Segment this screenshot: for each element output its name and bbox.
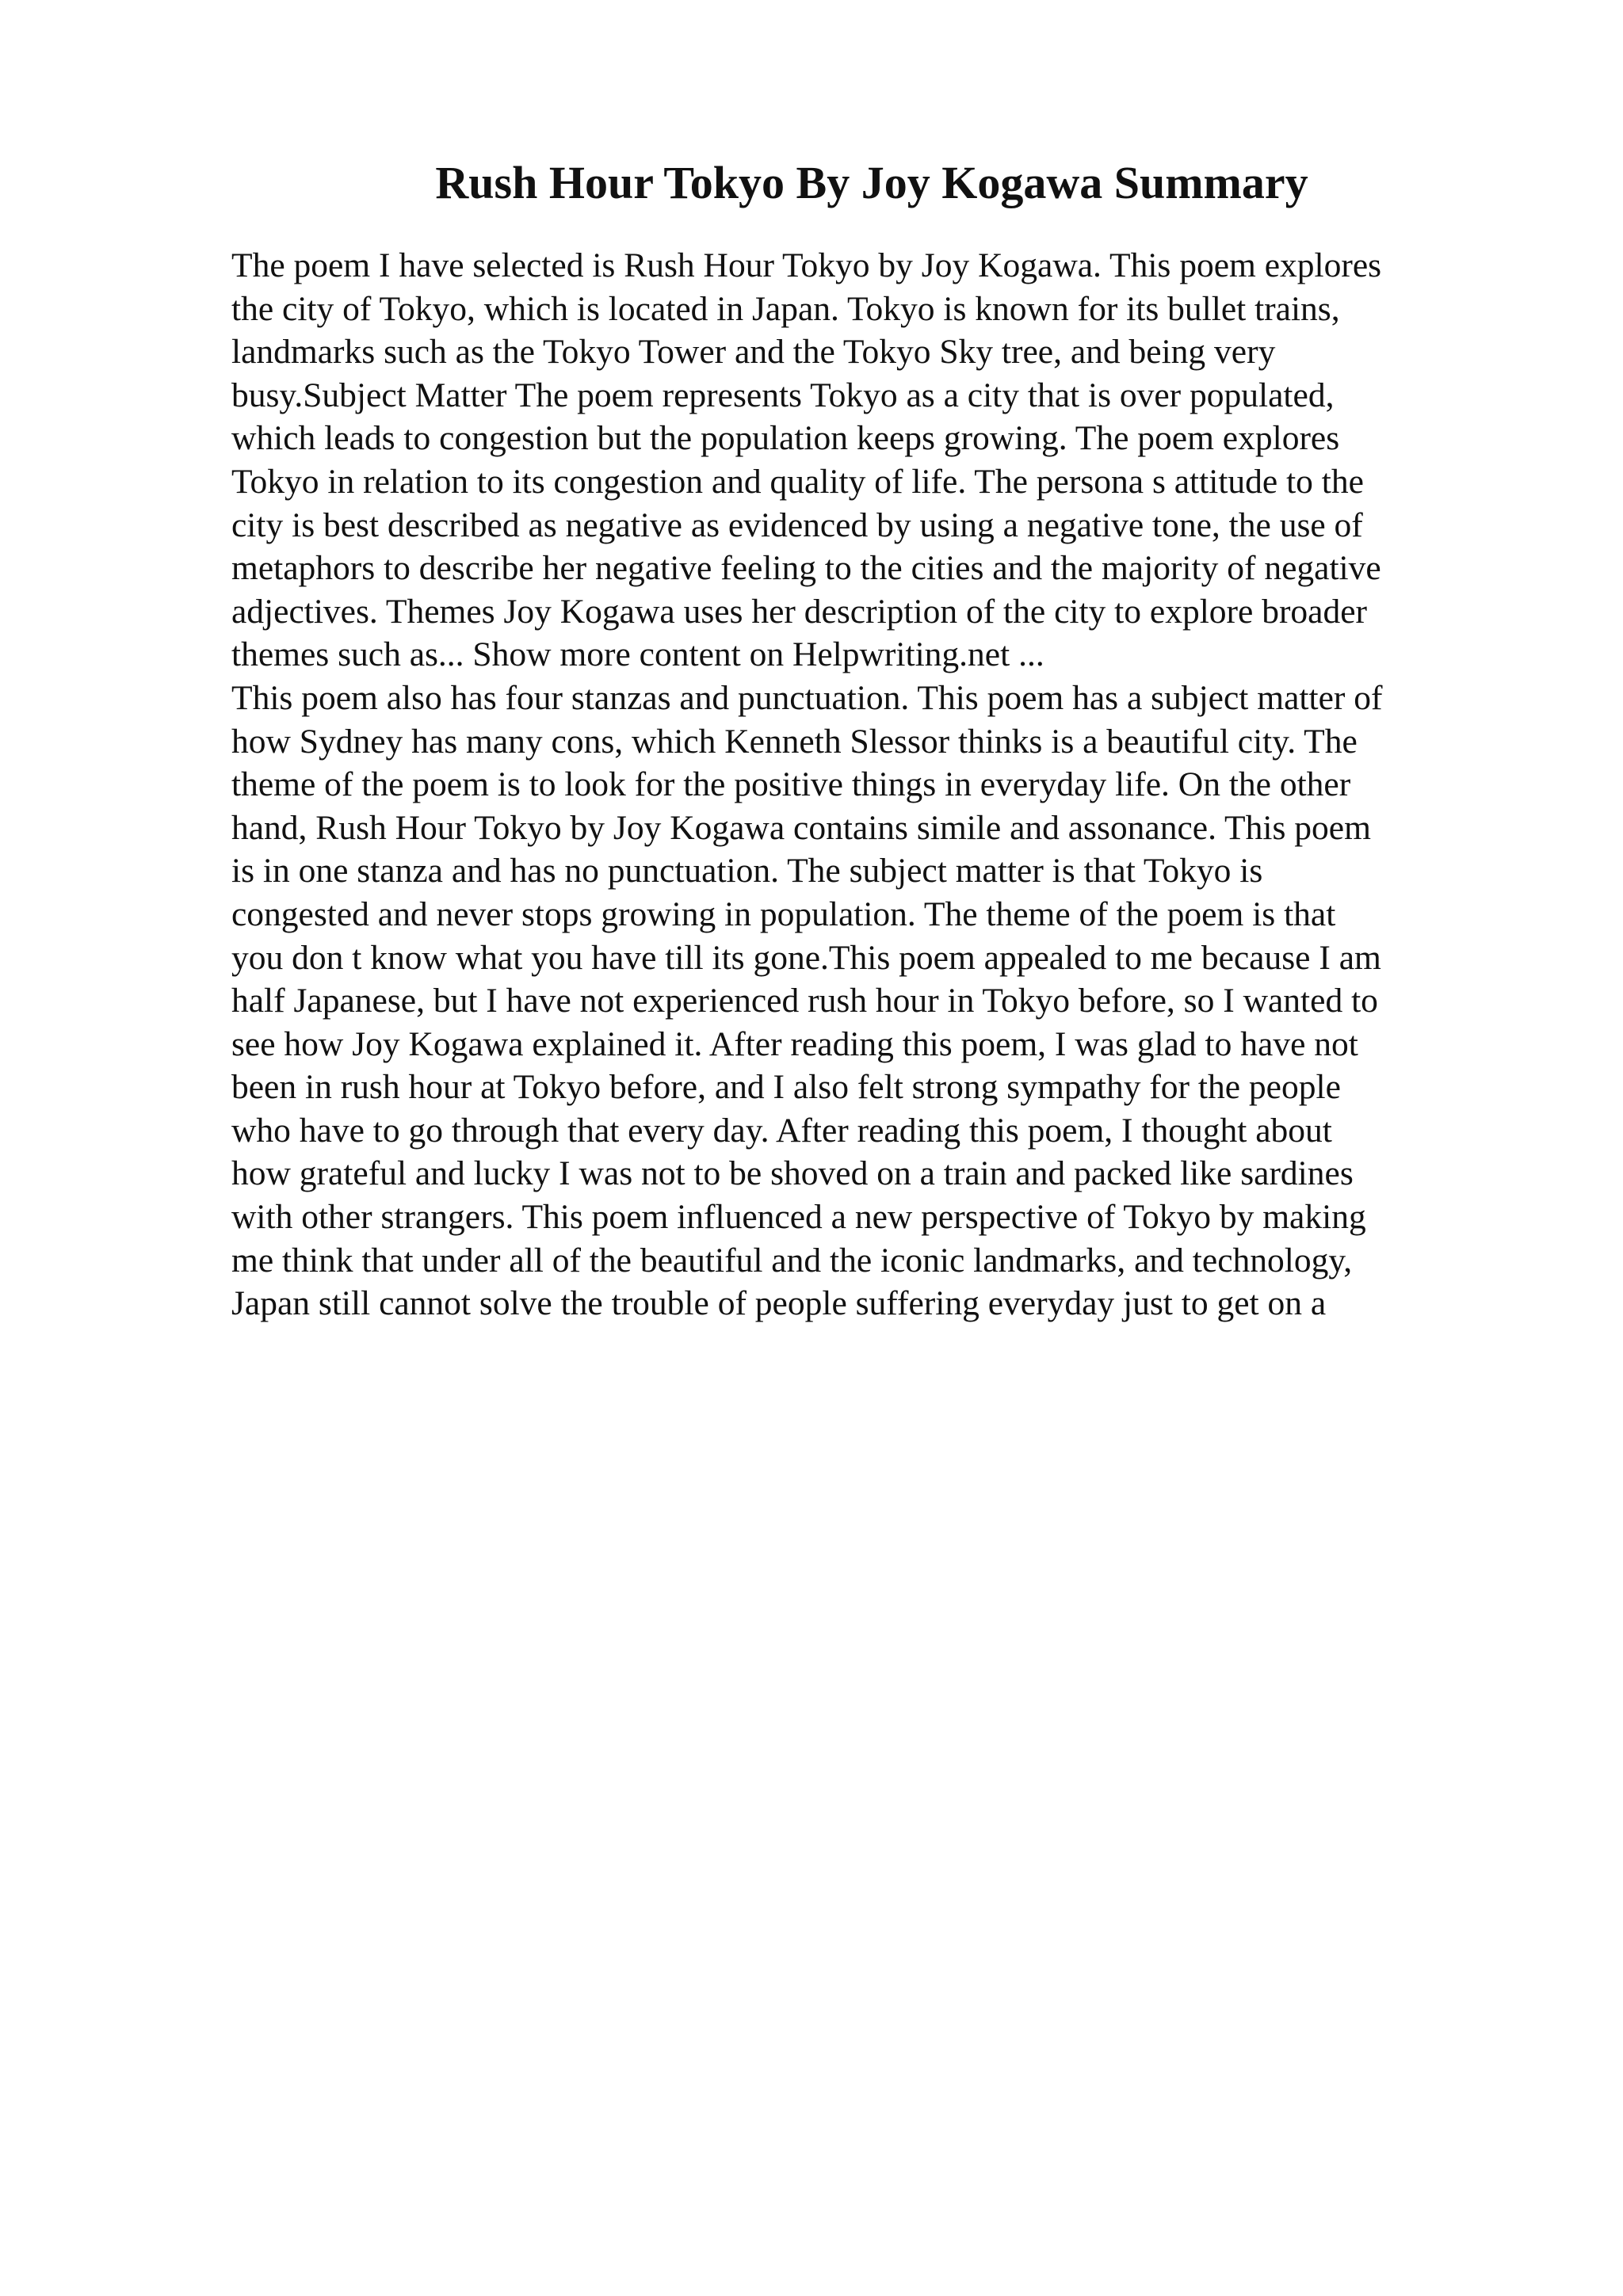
body-line: Tokyo in relation to its congestion and quality of life. The persona s attitude to the: [231, 462, 1364, 501]
body-line: This poem also has four stanzas and punctuation. This poem has a subject matter of: [231, 678, 1383, 717]
body-line: busy.Subject Matter The poem represents Tokyo as a city that is over populated,: [231, 376, 1335, 414]
body-line: themes such as... Show more content on Helpwriting.net ...: [231, 635, 1044, 674]
body-line: me think that under all of the beautiful and the iconic landmarks, and technology,: [231, 1241, 1353, 1280]
body-line: landmarks such as the Tokyo Tower and the Tokyo Sky tree, and being very: [231, 333, 1276, 372]
body-line: see how Joy Kogawa explained it. After reading this poem, I was glad to have not: [231, 1024, 1358, 1063]
body-line: with other strangers. This poem influenced a new perspective of Tokyo by making: [231, 1198, 1366, 1237]
body-line: which leads to congestion but the population keeps growing. The poem explores: [231, 419, 1340, 458]
body-line: been in rush hour at Tokyo before, and I also felt strong sympathy for the people: [231, 1068, 1341, 1107]
body-line: how Sydney has many cons, which Kenneth Slessor thinks is a beautiful city. The: [231, 722, 1358, 761]
body-line: how grateful and lucky I was not to be shoved on a train and packed like sardines: [231, 1154, 1354, 1193]
body-line: Japan still cannot solve the trouble of people suffering everyday just to get on a: [231, 1284, 1327, 1323]
body-line: the city of Tokyo, which is located in Japan. Tokyo is known for its bullet trains,: [231, 289, 1340, 328]
body-line: city is best described as negative as evidenced by using a negative tone, the use of: [231, 505, 1363, 544]
page-title: Rush Hour Tokyo By Joy Kogawa Summary: [435, 157, 1308, 208]
body-line: half Japanese, but I have not experienced rush hour in Tokyo before, so I wanted to: [231, 982, 1378, 1020]
body-line: adjectives. Themes Joy Kogawa uses her description of the city to explore broader: [231, 592, 1368, 631]
document-body: [231, 244, 1484, 1325]
body-line: you don t know what you have till its gone.This poem appealed to me because I am: [231, 938, 1381, 977]
body-line: theme of the poem is to look for the positive things in everyday life. On the other: [231, 765, 1351, 804]
body-line: The poem I have selected is Rush Hour Tokyo by Joy Kogawa. This poem explores: [231, 246, 1382, 284]
body-line: hand, Rush Hour Tokyo by Joy Kogawa contains simile and assonance. This poem: [231, 808, 1371, 847]
body-line: metaphors to describe her negative feeling to the cities and the majority of negative: [231, 549, 1381, 588]
body-line: congested and never stops growing in population. The theme of the poem is that: [231, 894, 1336, 933]
body-line: is in one stanza and has no punctuation. The subject matter is that Tokyo is: [231, 852, 1263, 891]
body-line: who have to go through that every day. After reading this poem, I thought about: [231, 1111, 1332, 1150]
